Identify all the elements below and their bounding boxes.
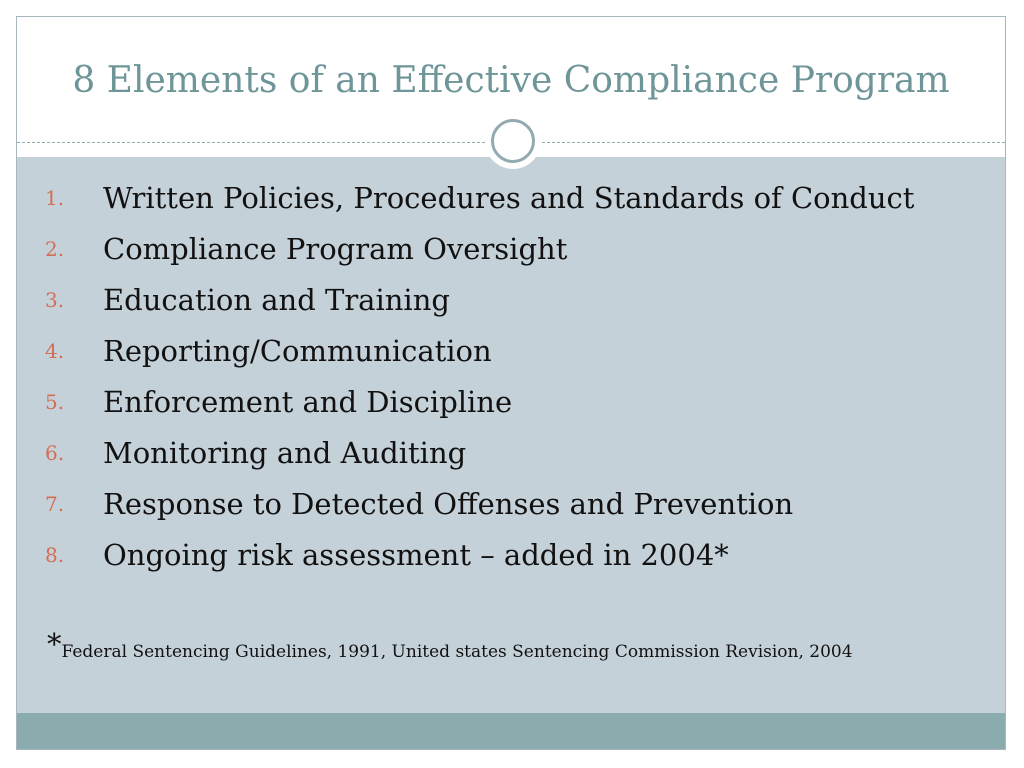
slide-title: 8 Elements of an Effective Compliance Program — [72, 60, 950, 101]
list-item-number: 1. — [45, 186, 65, 210]
list-item-text: Reporting/Communication — [103, 334, 492, 368]
list-item-number: 6. — [45, 441, 65, 465]
list-item — [17, 483, 1005, 525]
footnote — [47, 627, 987, 662]
list-item — [17, 279, 1005, 321]
list-item-number: 8. — [45, 543, 65, 567]
list-item — [17, 381, 1005, 423]
list-item-text: Monitoring and Auditing — [103, 436, 467, 470]
list-item — [17, 330, 1005, 372]
list-item-text: Written Policies, Procedures and Standards of Conduct — [103, 181, 915, 215]
circle-ornament-inner — [491, 119, 535, 163]
footer-band — [17, 713, 1005, 749]
list-item — [17, 177, 1005, 219]
elements-list — [17, 177, 1005, 585]
list-item-number: 7. — [45, 492, 65, 516]
list-item-text: Education and Training — [103, 283, 450, 317]
list-item-text: Response to Detected Offenses and Prevention — [103, 487, 794, 521]
list-item-number: 2. — [45, 237, 65, 261]
list-item-text: Ongoing risk assessment – added in 2004* — [103, 538, 729, 572]
list-item — [17, 432, 1005, 474]
list-item-text: Enforcement and Discipline — [103, 385, 513, 419]
list-item-number: 4. — [45, 339, 65, 363]
list-item — [17, 228, 1005, 270]
list-item-number: 3. — [45, 288, 65, 312]
list-item — [17, 534, 1005, 576]
slide-frame — [16, 16, 1006, 750]
footnote-marker: * — [47, 627, 62, 661]
footnote-text: Federal Sentencing Guidelines, 1991, United states Sentencing Commission Revision, 2004 — [61, 642, 853, 662]
list-item-number: 5. — [45, 390, 65, 414]
circle-ornament-icon — [485, 113, 541, 169]
list-item-text: Compliance Program Oversight — [103, 232, 568, 266]
